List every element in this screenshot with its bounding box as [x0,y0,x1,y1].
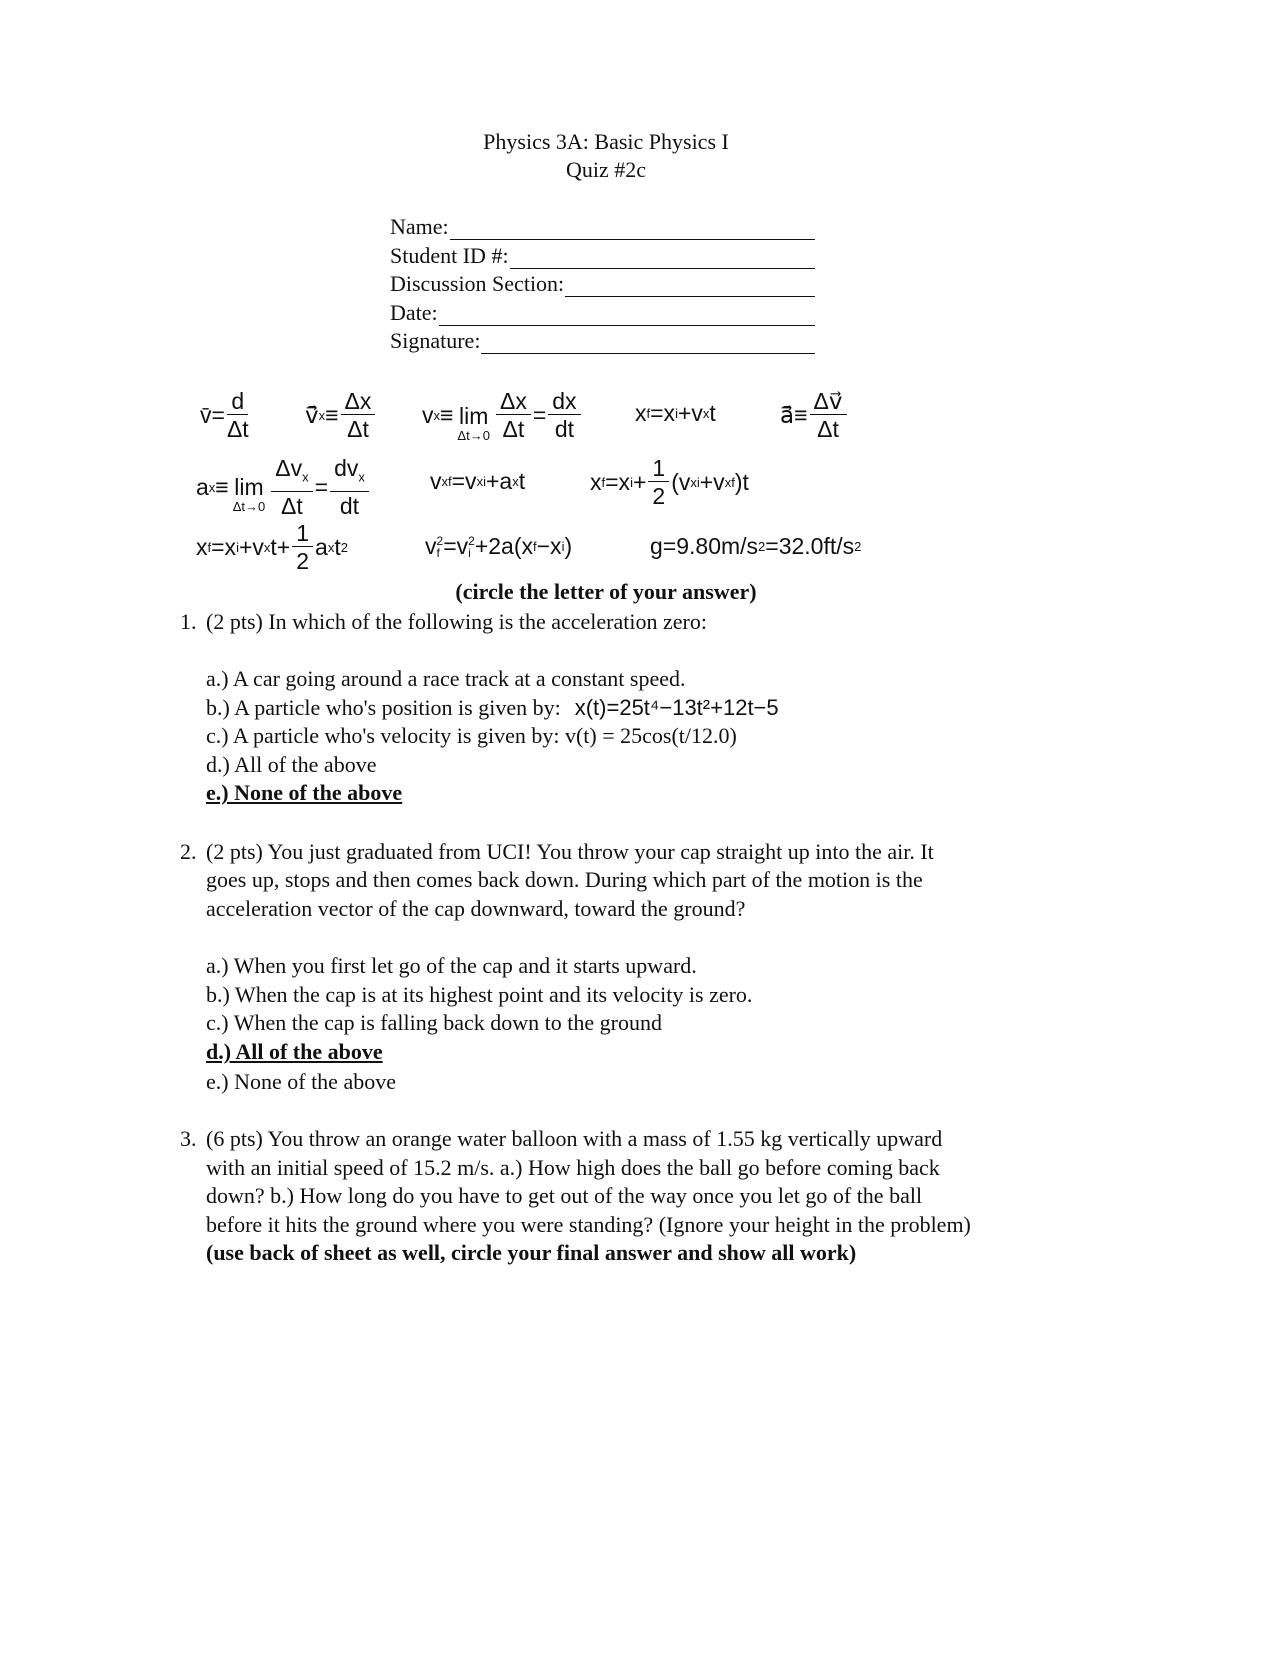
formula-part: ≡ [215,473,229,500]
formula-part: x [433,408,440,423]
formula-part [548,388,580,443]
formula-average-velocity-vector [305,388,377,443]
formula-position-average-velocity [590,455,749,510]
instruction: (circle the letter of your answer) [455,579,757,604]
formula-velocity-time [430,468,525,495]
formula-average-acceleration [780,388,849,443]
formula-part: =x [605,469,631,495]
blank-line [510,250,815,269]
formula-part: dx [548,388,580,415]
formula-part: i [561,539,565,554]
formula-part: lim [458,402,489,429]
field-label: Date: [390,300,438,325]
option-e[interactable]: e.) None of the above [206,1069,396,1094]
formula-part: 2 [854,539,862,554]
field-label: Signature: [390,328,481,353]
formula-part [648,455,669,510]
question-text: acceleration vector of the cap downward, toward the ground? [206,896,746,921]
formula-part: 2 [296,548,310,574]
formula-part: v⃗̄ [305,402,319,428]
formula-part: x [590,469,602,495]
option-c[interactable]: c.) A particle who's velocity is given by: v(t) = 25cos(t/12.0) [206,723,737,748]
formula-part: 2 [436,533,444,548]
question-text: goes up, stops and then comes back down. During which part of the motion is the [206,867,923,892]
formula-part: t [334,534,341,560]
formula-part: 1 [648,455,669,482]
formula-part: +v [238,534,264,560]
field-label: Name: [390,214,449,239]
formula-part: xi [690,475,700,490]
formula-part: f [207,540,212,555]
formula-part: f [646,406,651,421]
formula-part: =x [211,534,237,560]
formula-part: 1 [292,520,313,547]
formula-instantaneous-acceleration [196,455,371,520]
question-number: 3. [180,1126,197,1151]
name-field[interactable] [390,214,815,240]
formula-average-velocity [200,388,251,443]
blank-line [481,335,815,354]
formula-part: a⃗̄≡ [780,402,808,428]
formula-part: x [263,540,271,555]
position-formula: x(t)=25t⁴−13t²+12t−5 [574,695,779,720]
option-a[interactable]: a.) When you first let go of the cap and it starts upward. [206,953,697,978]
formula-part [457,389,490,443]
formula-part: 2 [340,540,348,555]
option-c[interactable]: c.) When the cap is falling back down to the ground [206,1010,662,1035]
formula-part [330,455,369,520]
field-label: Discussion Section: [390,271,565,296]
formula-part: Δt [226,416,249,442]
date-field[interactable] [390,300,815,326]
formula-part: x [702,406,710,421]
formula-part: x [327,540,335,555]
question-number: 2. [180,839,197,864]
formula-part: i [468,545,471,560]
formula-part: +2a(x [474,533,533,559]
formula-part: x [358,469,365,485]
formula-part: d [227,388,248,415]
page-title: Physics 3A: Basic Physics I [483,129,729,154]
formula-part: 2 [468,533,475,548]
formula-part: x [208,479,216,495]
formula-part: +v [699,469,725,495]
option-a[interactable]: a.) A car going around a race track at a constant speed. [206,666,686,691]
formula-part: +v [677,400,703,426]
formula-part: a [315,534,328,560]
formula-part: t [709,400,716,426]
formula-part: v [422,402,434,428]
formula-part: f [533,539,537,554]
formula-part: Δv [275,455,303,481]
formula-part: x [512,474,519,489]
formula-part: t [518,468,526,494]
formula-part: Δt [347,416,369,442]
formula-part: i [630,475,633,490]
formula-part: Δx [496,388,531,415]
formula-part: f [436,545,440,560]
formula-part [271,455,312,520]
formula-part [341,388,376,443]
formula-part: xi [476,474,486,489]
formula-part: Δt [817,416,839,442]
formula-part: Δt [281,492,303,519]
formula-part: + [632,469,647,495]
formula-part: Δt [502,416,525,442]
formula-part: g=9.80m/s [650,533,759,559]
question-text: with an initial speed of 15.2 m/s. a.) How high does the ball go before coming back [206,1155,940,1180]
formula-part: x [196,534,208,560]
blank-line [439,307,815,326]
question-text: down? b.) How long do you have to get out of the way once you let go of the ball [206,1183,923,1208]
option-label: b.) A particle who's position is given by: [206,695,561,720]
formula-part: v̄= [200,402,225,428]
formula-part: x [318,408,326,423]
formula-part: ) [564,533,573,559]
formula-part [330,455,369,492]
question-text: (2 pts) In which of the following is the acceleration zero: [206,609,707,634]
formula-part: xf [441,474,452,489]
formula-part: 2 [652,483,666,509]
signature-field[interactable] [390,328,815,354]
option-e-selected[interactable]: e.) None of the above [206,780,403,805]
formula-part [271,455,312,492]
formula-part: dv [334,455,359,481]
formula-part: =v [443,533,469,559]
formula-part: a [196,473,209,500]
formula-gravity-constant [650,533,861,560]
option-d-selected[interactable]: d.) All of the above [206,1039,383,1064]
formula-part: x [302,469,309,485]
formula-part: v [425,533,437,559]
formula-part: Δt→0 [457,427,490,443]
formula-part [810,388,847,443]
formula-part: ≡ [325,402,339,428]
formula-part: −x [536,533,562,559]
question-text: (6 pts) You throw an orange water balloon with a mass of 1.55 kg vertically upward [206,1126,943,1151]
formula-part: 2 [758,539,766,554]
question-note: (use back of sheet as well, circle your final answer and show all work) [206,1240,857,1265]
formula-part: t+ [270,534,291,560]
formula-part [437,535,444,559]
blank-line [565,278,815,297]
formula-part [233,460,266,514]
option-b[interactable]: b.) When the cap is at its highest point and its velocity is zero. [206,982,753,1007]
formula-position-constant-velocity [635,400,716,427]
student-id-field[interactable] [390,243,815,269]
question-number: 1. [180,609,197,634]
formula-part: ≡ [440,402,454,428]
formula-part [227,388,249,443]
formula-part: dt [554,416,574,442]
formula-instantaneous-velocity [422,388,583,443]
option-d[interactable]: d.) All of the above [206,752,377,777]
formula-part [496,388,531,443]
formula-part: (v [671,469,691,495]
formula-part: +a [485,468,513,494]
formula-part: i [675,406,678,421]
formula-part: =x [650,400,676,426]
formula-part: Δx [341,388,376,415]
formula-part: i [236,540,239,555]
formula-part: Δt→0 [232,499,266,515]
formula-part: =v [451,468,477,494]
formula-part: Δv⃗ [810,388,847,415]
blank-line [450,221,815,240]
formula-part: dt [339,492,360,519]
formula-part: lim [234,474,264,501]
formula-velocity-displacement [425,533,572,560]
discussion-section-field[interactable] [390,271,815,297]
formula-part [468,535,475,559]
formula-part: x [635,400,647,426]
formula-part: = [532,402,547,428]
formula-part [292,520,313,575]
question-text: before it hits the ground where you were standing? (Ignore your height in the problem) [206,1212,971,1237]
formula-part: v [430,468,442,494]
field-label: Student ID #: [390,243,509,268]
formula-part: = [314,473,329,500]
formula-part: f [601,475,606,490]
formula-part: =32.0ft/s [765,533,855,559]
formula-part: )t [734,469,749,495]
option-b[interactable] [206,695,779,721]
question-text: (2 pts) You just graduated from UCI! You throw your cap straight up into the air. It [206,839,934,864]
formula-position-time [196,520,348,575]
formula-part: xf [724,475,735,490]
page-subtitle: Quiz #2c [565,157,647,182]
